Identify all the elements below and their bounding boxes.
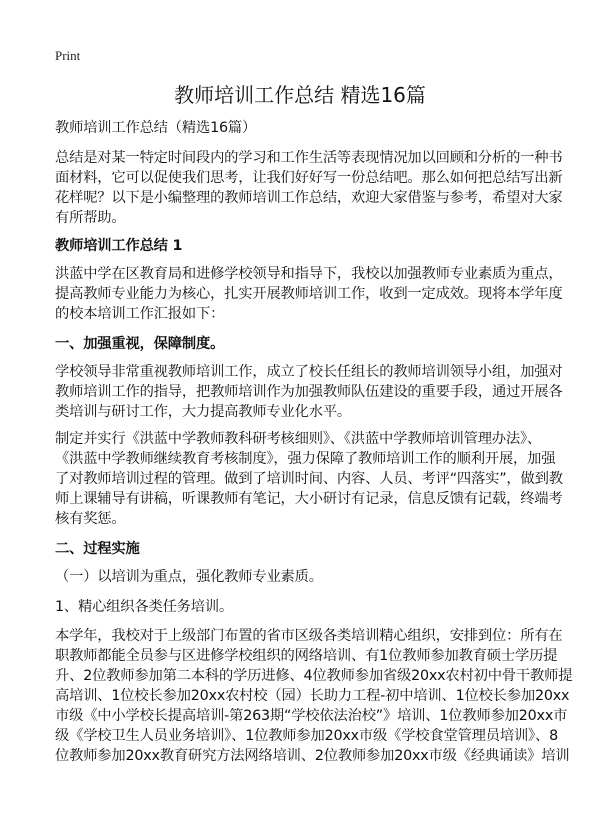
text-line: 二、过程实施 — [55, 541, 140, 557]
text-line: 师上课辅导有讲稿，听课教师有笔记，大小研讨有记录，信息反馈有记载，终端考 — [55, 491, 563, 507]
page-title: 教师培训工作总结 精选16篇 — [174, 83, 426, 107]
text-line: 升、2位教师参加第二本科的学历进修、4位教师参加省级20xx农村初中骨干教师提 — [55, 668, 573, 684]
text-line: （一）以培训为重点，强化教师专业素质。 — [55, 569, 323, 585]
paragraph — [55, 597, 555, 617]
text-line: 教师培训工作总结（精选16篇） — [55, 120, 257, 136]
print-link[interactable]: Print — [55, 48, 81, 63]
document-body — [55, 118, 573, 766]
paragraph — [55, 118, 555, 138]
paragraph — [55, 626, 573, 766]
section-heading — [55, 236, 555, 256]
text-line: 类培训与研讨工作，大力提高教师专业化水平。 — [55, 404, 352, 420]
section-heading — [55, 334, 555, 354]
text-line: 花样呢？以下是小编整理的教师培训工作总结，欢迎大家借鉴与参考，希望对大家 — [55, 190, 563, 206]
text-line: 总结是对某一特定时间段内的学习和工作生活等表现情况加以回顾和分析的一种书 — [55, 150, 563, 166]
text-line: 教师培训工作的指导，把教师培训作为加强教师队伍建设的重要手段，通过开展各 — [55, 384, 563, 400]
text-line: 1、精心组织各类任务培训。 — [55, 599, 234, 615]
paragraph — [55, 148, 563, 228]
paragraph — [55, 362, 563, 422]
text-line: 高培训、1位校长参加20xx农村校（园）长助力工程-初中培训、1位校长参加20xx — [55, 688, 570, 704]
text-line: 制定并实行《洪蓝中学教师教科研考核细则》、《洪蓝中学教师培训管理办法》、 — [55, 431, 542, 447]
text-line: 面材料，它可以促使我们思考，让我们好好写一份总结吧。那么如何把总结写出新 — [55, 170, 563, 186]
text-line: 市级《中小学校长提高培训-第263期“学校依法治校”》培训、1位教师参加20xx市 — [55, 708, 568, 724]
section-heading — [55, 539, 555, 559]
text-line: 核有奖惩。 — [55, 511, 126, 527]
text-line: 学校领导非常重视教师培训工作，成立了校长任组长的教师培训领导小组，加强对 — [55, 364, 563, 380]
text-line: 一、加强重视，保障制度。 — [55, 336, 225, 352]
paragraph — [55, 567, 555, 587]
text-line: 位教师参加20xx教育研究方法网络培训、2位教师参加20xx市级《经典诵读》培训 — [55, 748, 570, 764]
text-line: 本学年，我校对于上级部门布置的省市区级各类培训精心组织，安排到位：所有在 — [55, 628, 563, 644]
text-line: 级《学校卫生人员业务培训》、1位教师参加20xx市级《学校食堂管理员培训》、8 — [55, 728, 558, 744]
text-line: 了对教师培训过程的管理。做到了培训时间、内容、人员、考评“四落实”，做到教 — [55, 471, 563, 487]
text-line: 职教师都能全员参与区进修学校组织的网络培训、有1位教师参加教育硕士学历提 — [55, 648, 558, 664]
paragraph — [55, 429, 563, 529]
text-line: 洪蓝中学在区教育局和进修学校领导和指导下，我校以加强教师专业素质为重点， — [55, 266, 563, 282]
text-line: 教师培训工作总结 1 — [55, 238, 183, 254]
text-line: 提高教师专业能力为核心，扎实开展教师培训工作，收到一定成效。现将本学年度 — [55, 286, 563, 302]
text-line: 的校本培训工作汇报如下： — [55, 306, 225, 322]
text-line: 《洪蓝中学教师继续教育考核制度》，强力保障了教师培训工作的顺利开展，加强 — [55, 451, 556, 467]
text-line: 有所帮助。 — [55, 210, 126, 226]
paragraph — [55, 264, 563, 324]
